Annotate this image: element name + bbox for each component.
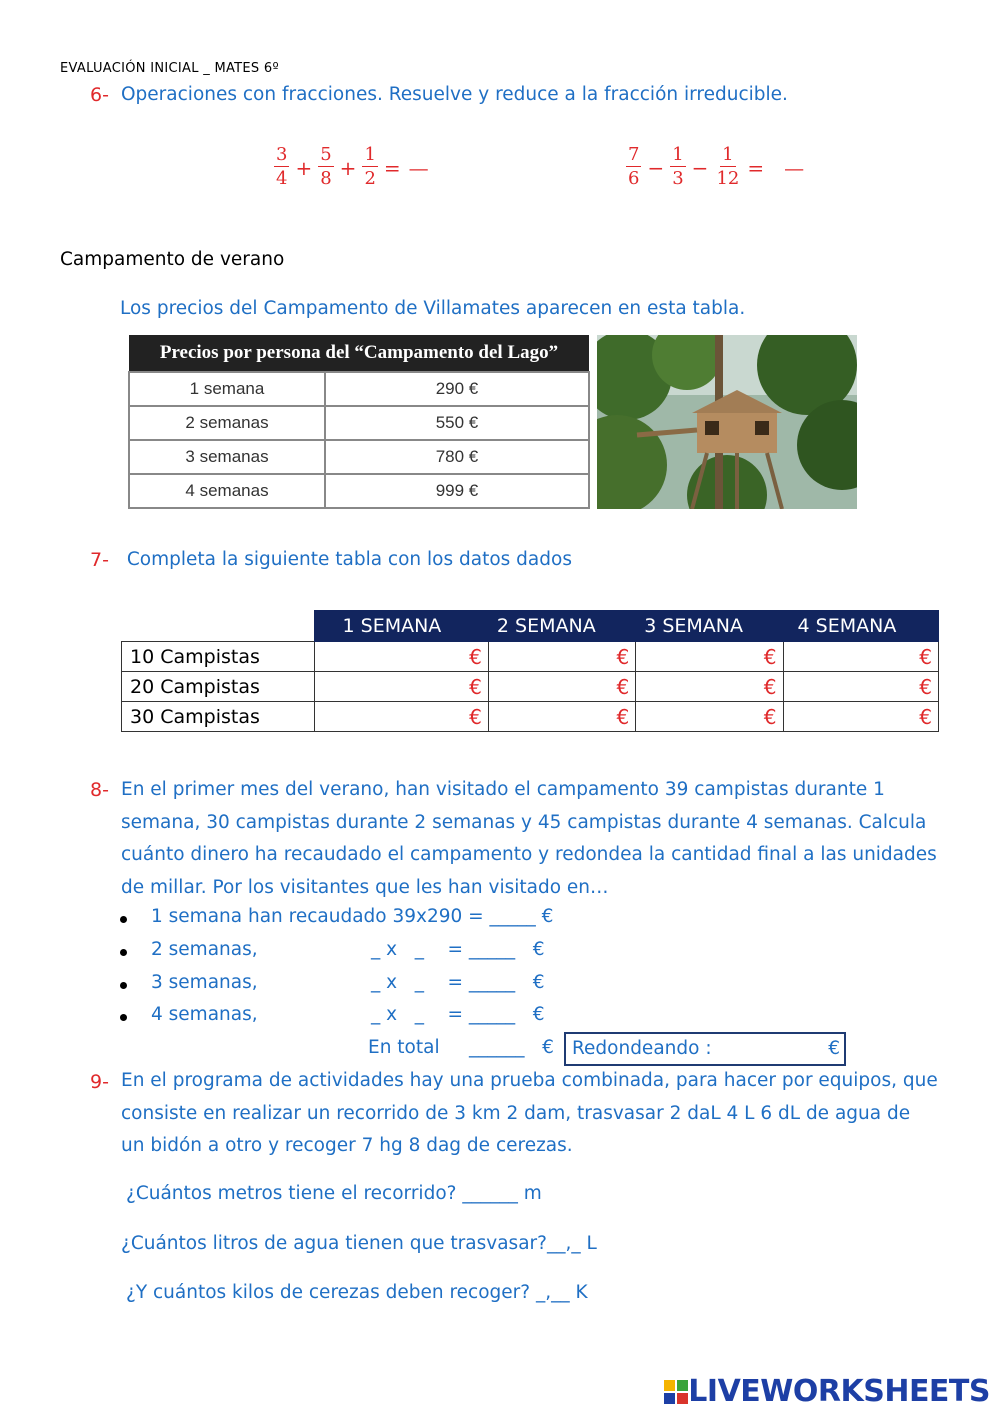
answer-cell[interactable]: € xyxy=(314,702,488,732)
calc-blanks[interactable]: _ x _ = _____ € xyxy=(371,972,545,993)
fraction: $\frac{1}{3}$ xyxy=(672,144,684,189)
answer-cell[interactable]: € xyxy=(783,642,938,672)
table-row xyxy=(122,672,939,702)
column-header: 1 SEMANA xyxy=(314,611,488,642)
column-header: 4 SEMANA xyxy=(783,611,938,642)
fraction: $\frac{1}{2}$ xyxy=(364,144,376,189)
column-header: 3 SEMANA xyxy=(636,611,783,642)
fraction: $\frac{5}{8}$ xyxy=(320,144,332,189)
treehouse-photo xyxy=(597,335,857,509)
price-table xyxy=(128,335,590,509)
question-9b[interactable]: ¿Cuántos litros de agua tienen que trasvasar?__,_ L xyxy=(121,1233,597,1254)
question-9a[interactable]: ¿Cuántos metros tiene el recorrido? ______ m xyxy=(126,1183,542,1204)
answer-cell[interactable]: € xyxy=(636,672,783,702)
row-label: 10 Campistas xyxy=(122,642,315,672)
intro-text: Los precios del Campamento de Villamates aparecen en esta tabla. xyxy=(120,298,746,319)
row-label: 30 Campistas xyxy=(122,702,315,732)
table-row xyxy=(122,642,939,672)
table-row xyxy=(122,702,939,732)
answer-cell[interactable]: € xyxy=(314,642,488,672)
calc-blanks[interactable]: _ x _ = _____ € xyxy=(371,1004,545,1025)
answer-cell[interactable]: € xyxy=(636,702,783,732)
section-title: Campamento de verano xyxy=(60,249,285,270)
price-table-title: Precios por persona del “Campamento del Lago” xyxy=(129,335,589,372)
question-6-text: Operaciones con fracciones. Resuelve y reduce a la fracción irreducible. xyxy=(121,84,788,105)
answer-blank[interactable]: — xyxy=(408,155,429,180)
liveworksheets-logo: LIVEWORKSHEETS xyxy=(664,1374,990,1409)
table-row: 1 semana 290 € xyxy=(129,372,589,406)
fraction: $\frac{7}{6}$ xyxy=(628,144,640,189)
logo-icon xyxy=(664,1380,688,1404)
bullet-icon xyxy=(120,916,127,923)
question-8-text: En el primer mes del verano, han visitado el campamento 39 campistas durante 1 semana, 30 campistas durante 2 semanas y 45 campistas durante 4 semanas. Calcula cuánto dinero ha recaudado el campamento y redondea la cantidad final a las unidades de millar. Por los visitantes que les han visitado en… xyxy=(121,779,937,898)
question-number-8: 8- xyxy=(90,779,109,801)
table-row: 2 semanas 550 € xyxy=(129,406,589,440)
question-9-text: En el programa de actividades hay una prueba combinada, para hacer por equipos, que consiste en realizar un recorrido de 3 km 2 dam, trasvasar 2 daL 4 L 6 dL de agua de un bidón a otro y recoger 7 hg 8 dag de cerezas. xyxy=(121,1070,938,1156)
bullet-icon xyxy=(120,949,127,956)
worksheet-header: EVALUACIÓN INICIAL _ MATES 6º xyxy=(60,61,279,76)
answer-cell[interactable]: € xyxy=(783,672,938,702)
question-7-text: Completa la siguiente tabla con los datos dados xyxy=(121,549,572,570)
table-row: 4 semanas 999 € xyxy=(129,474,589,508)
question-number-6: 6- xyxy=(90,84,109,106)
fraction: $\frac{1}{12}$ xyxy=(716,144,740,189)
answer-cell[interactable]: € xyxy=(314,672,488,702)
question-number-9: 9- xyxy=(90,1071,109,1093)
fraction-expression-1: $\frac{3}{4}$ + $\frac{5}{8}$ + $\frac{1}{2}$ = — xyxy=(276,144,429,189)
row-label: 20 Campistas xyxy=(122,672,315,702)
answer-cell[interactable]: € xyxy=(636,642,783,672)
answer-cell[interactable]: € xyxy=(783,702,938,732)
column-header: 2 SEMANA xyxy=(488,611,635,642)
answer-cell[interactable]: € xyxy=(488,672,635,702)
bullet-icon xyxy=(120,1014,127,1021)
question-number-7: 7- xyxy=(90,549,109,571)
calc-blanks[interactable]: _ x _ = _____ € xyxy=(371,939,545,960)
campers-table xyxy=(121,610,939,732)
answer-blank[interactable]: — xyxy=(784,155,805,180)
question-9c[interactable]: ¿Y cuántos kilos de cerezas deben recoger? _,__ K xyxy=(126,1282,588,1303)
bullet-icon xyxy=(120,982,127,989)
table-row: 3 semanas 780 € xyxy=(129,440,589,474)
answer-cell[interactable]: € xyxy=(488,642,635,672)
fraction-expression-2: $\frac{7}{6}$ − $\frac{1}{3}$ − $\frac{1}{12}$ = — xyxy=(628,144,805,189)
rounding-box[interactable]: Redondeando : € xyxy=(564,1032,846,1066)
answer-cell[interactable]: € xyxy=(488,702,635,732)
fraction: $\frac{3}{4}$ xyxy=(276,144,288,189)
total-line[interactable]: En total ______ € xyxy=(368,1037,554,1058)
